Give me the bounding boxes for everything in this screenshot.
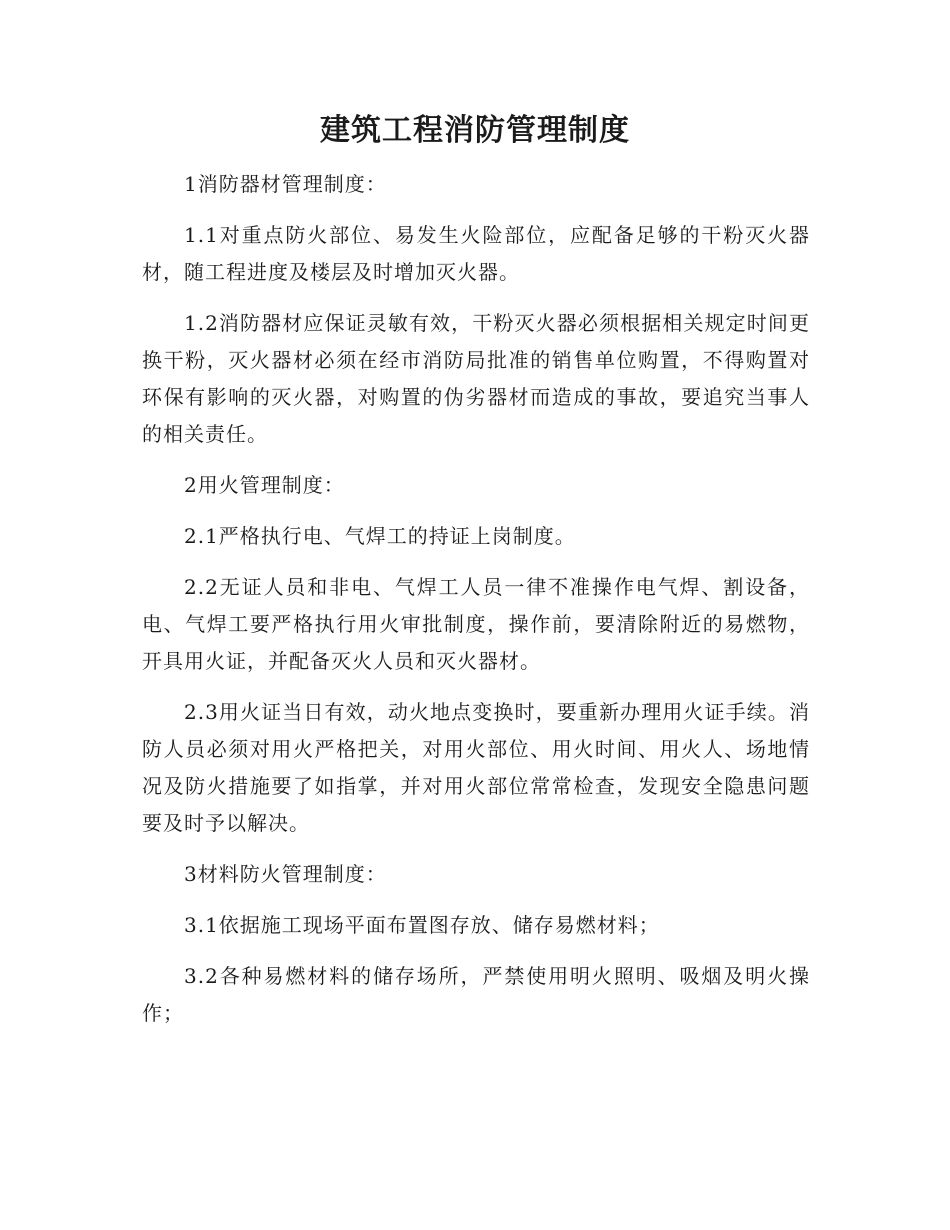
section-heading-3: 3材料防火管理制度：: [184, 862, 387, 886]
clause-2-3: 2.3用火证当日有效，动火地点变换时，要重新办理用火证手续。消防人员必须对用火严格把关，对用火部位、用火时间、用火人、场地情况及防火措施要了如指掌，并对用火部位常常检查，发现安全隐患问题要及时予以解决。: [142, 700, 810, 835]
document-body: [142, 166, 810, 1046]
clause-3-1: 3.1依据施工现场平面布置图存放、储存易燃材料；: [184, 913, 660, 937]
clause-2-1: 2.1严格执行电、气焊工的持证上岗制度。: [184, 524, 576, 548]
clause-1-2: 1.2消防器材应保证灵敏有效，干粉灭火器必须根据相关规定时间更换干粉，灭火器材必须在经市消防局批准的销售单位购置，不得购置对环保有影响的灭火器，对购置的伪劣器材而造成的事故，要追究当事人的相关责任。: [142, 311, 810, 446]
clause-2-2: 2.2无证人员和非电、气焊工人员一律不准操作电气焊、割设备，电、气焊工要严格执行用火审批制度，操作前，要清除附近的易燃物，开具用火证，并配备灭火人员和灭火器材。: [142, 575, 810, 673]
clause-3-2: 3.2各种易燃材料的储存场所，严禁使用明火照明、吸烟及明火操作；: [142, 964, 810, 1025]
section-heading-2: 2用火管理制度：: [184, 473, 345, 497]
section-heading-1: 1消防器材管理制度：: [184, 172, 387, 196]
document-title: 建筑工程消防管理制度: [320, 113, 630, 148]
clause-1-1: 1.1对重点防火部位、易发生火险部位，应配备足够的干粉灭火器材，随工程进度及楼层及时增加灭火器。: [142, 223, 810, 284]
